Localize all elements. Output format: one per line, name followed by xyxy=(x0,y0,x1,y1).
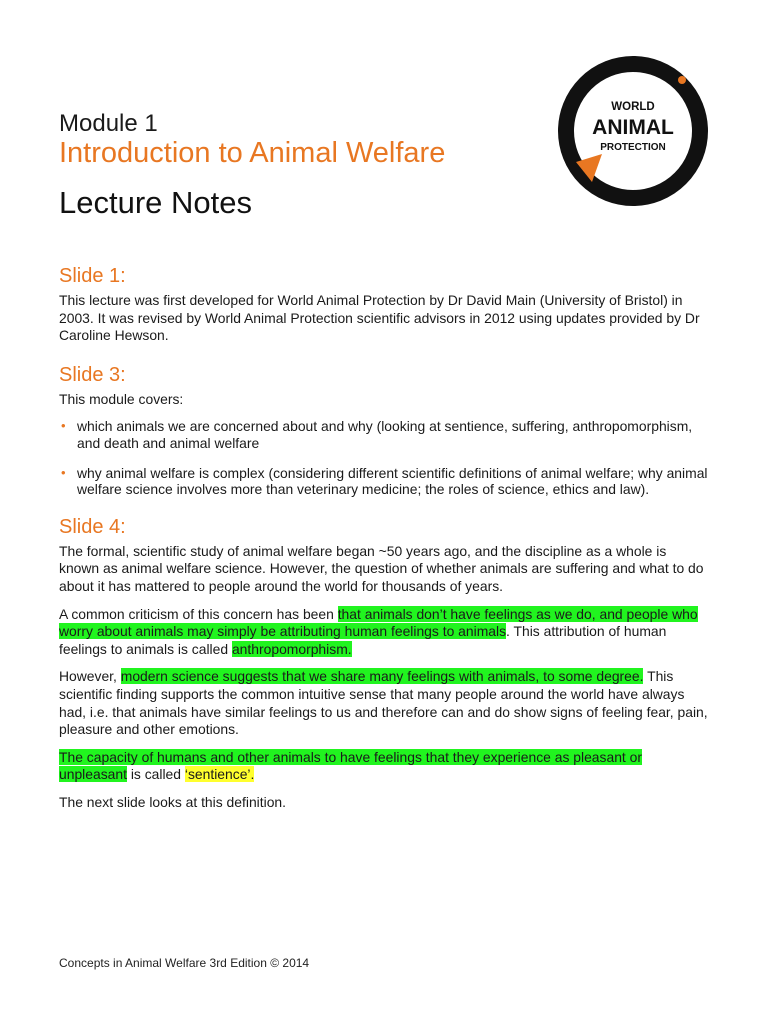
slide4-paragraph-5: The next slide looks at this definition. xyxy=(59,793,287,810)
slide4-paragraph-1: The formal, scientific study of animal welfare began ~50 years ago, and the discipline as a whole is known as animal welfare science. However, the question of whether animals are suffering and what to do about it has mattered to people around the world for thousands of years. xyxy=(59,542,704,594)
lecture-notes-body xyxy=(59,264,709,811)
page-subtitle: Lecture Notes xyxy=(59,185,252,220)
text-run: However, xyxy=(59,668,121,685)
footer-text: Concepts in Animal Welfare 3rd Edition © 2014 xyxy=(59,956,310,970)
highlighted-term: ‘sentience’. xyxy=(184,766,255,783)
list-item xyxy=(59,418,709,451)
module-label: Module 1 xyxy=(59,110,158,137)
highlighted-text: modern science suggests that we share many feelings with animals, to some degree. xyxy=(120,668,644,685)
slide4-paragraph-4 xyxy=(59,749,709,784)
world-animal-protection-logo xyxy=(556,54,710,208)
logo-line3: PROTECTION xyxy=(600,142,666,153)
logo-ring-icon xyxy=(556,54,710,208)
logo-line1: WORLD xyxy=(611,101,655,113)
text-run: . This attribution of human feelings to animals is called xyxy=(59,623,667,657)
highlighted-text: anthropomorphism. xyxy=(231,640,352,657)
text-run: A common criticism of this concern has been xyxy=(59,605,338,622)
slide4-paragraph-2 xyxy=(59,606,709,659)
slide3-intro: This module covers: xyxy=(59,390,184,407)
slide4-heading: Slide 4: xyxy=(59,515,126,538)
page-title: Introduction to Animal Welfare xyxy=(59,137,446,169)
slide1-heading: Slide 1: xyxy=(59,265,126,287)
text-run: This scientific finding supports the common intuitive sense that many people around the world have always had, i.e. that animals have similar feelings to us and therefore can and do show signs of feeling fear, pain, pleasure and other emotions. xyxy=(59,668,708,738)
logo-line2: ANIMAL xyxy=(592,116,674,139)
slide4-paragraph-3 xyxy=(59,668,709,738)
slide3-bullet-list xyxy=(59,418,709,497)
bullet-icon: • xyxy=(61,418,66,434)
bullet-text: which animals we are concerned about and why (looking at sentience, suffering, anthropomorphism, and death and animal welfare xyxy=(77,418,693,451)
bullet-text: why animal welfare is complex (considering different scientific definitions of animal welfare; why animal welfare science involves more than veterinary medicine; the roles of science, ethics and law). xyxy=(77,464,708,498)
slide1-text: This lecture was first developed for World Animal Protection by Dr David Main (University of Bristol) in 2003. It was revised by World Animal Protection scientific advisors in 2012 using updates provided by Dr Caroline Hewson. xyxy=(59,292,700,344)
text-run: is called xyxy=(126,766,185,783)
slide3-heading: Slide 3: xyxy=(59,363,126,386)
bullet-icon: • xyxy=(61,464,66,480)
highlighted-text: The capacity of humans and other animals to have feelings that they experience as pleasant or unpleasant xyxy=(59,748,642,783)
list-item xyxy=(59,465,709,498)
highlighted-text: that animals don’t have feelings as we do, and people who worry about animals may simply be attributing human feelings to animals xyxy=(59,605,698,640)
